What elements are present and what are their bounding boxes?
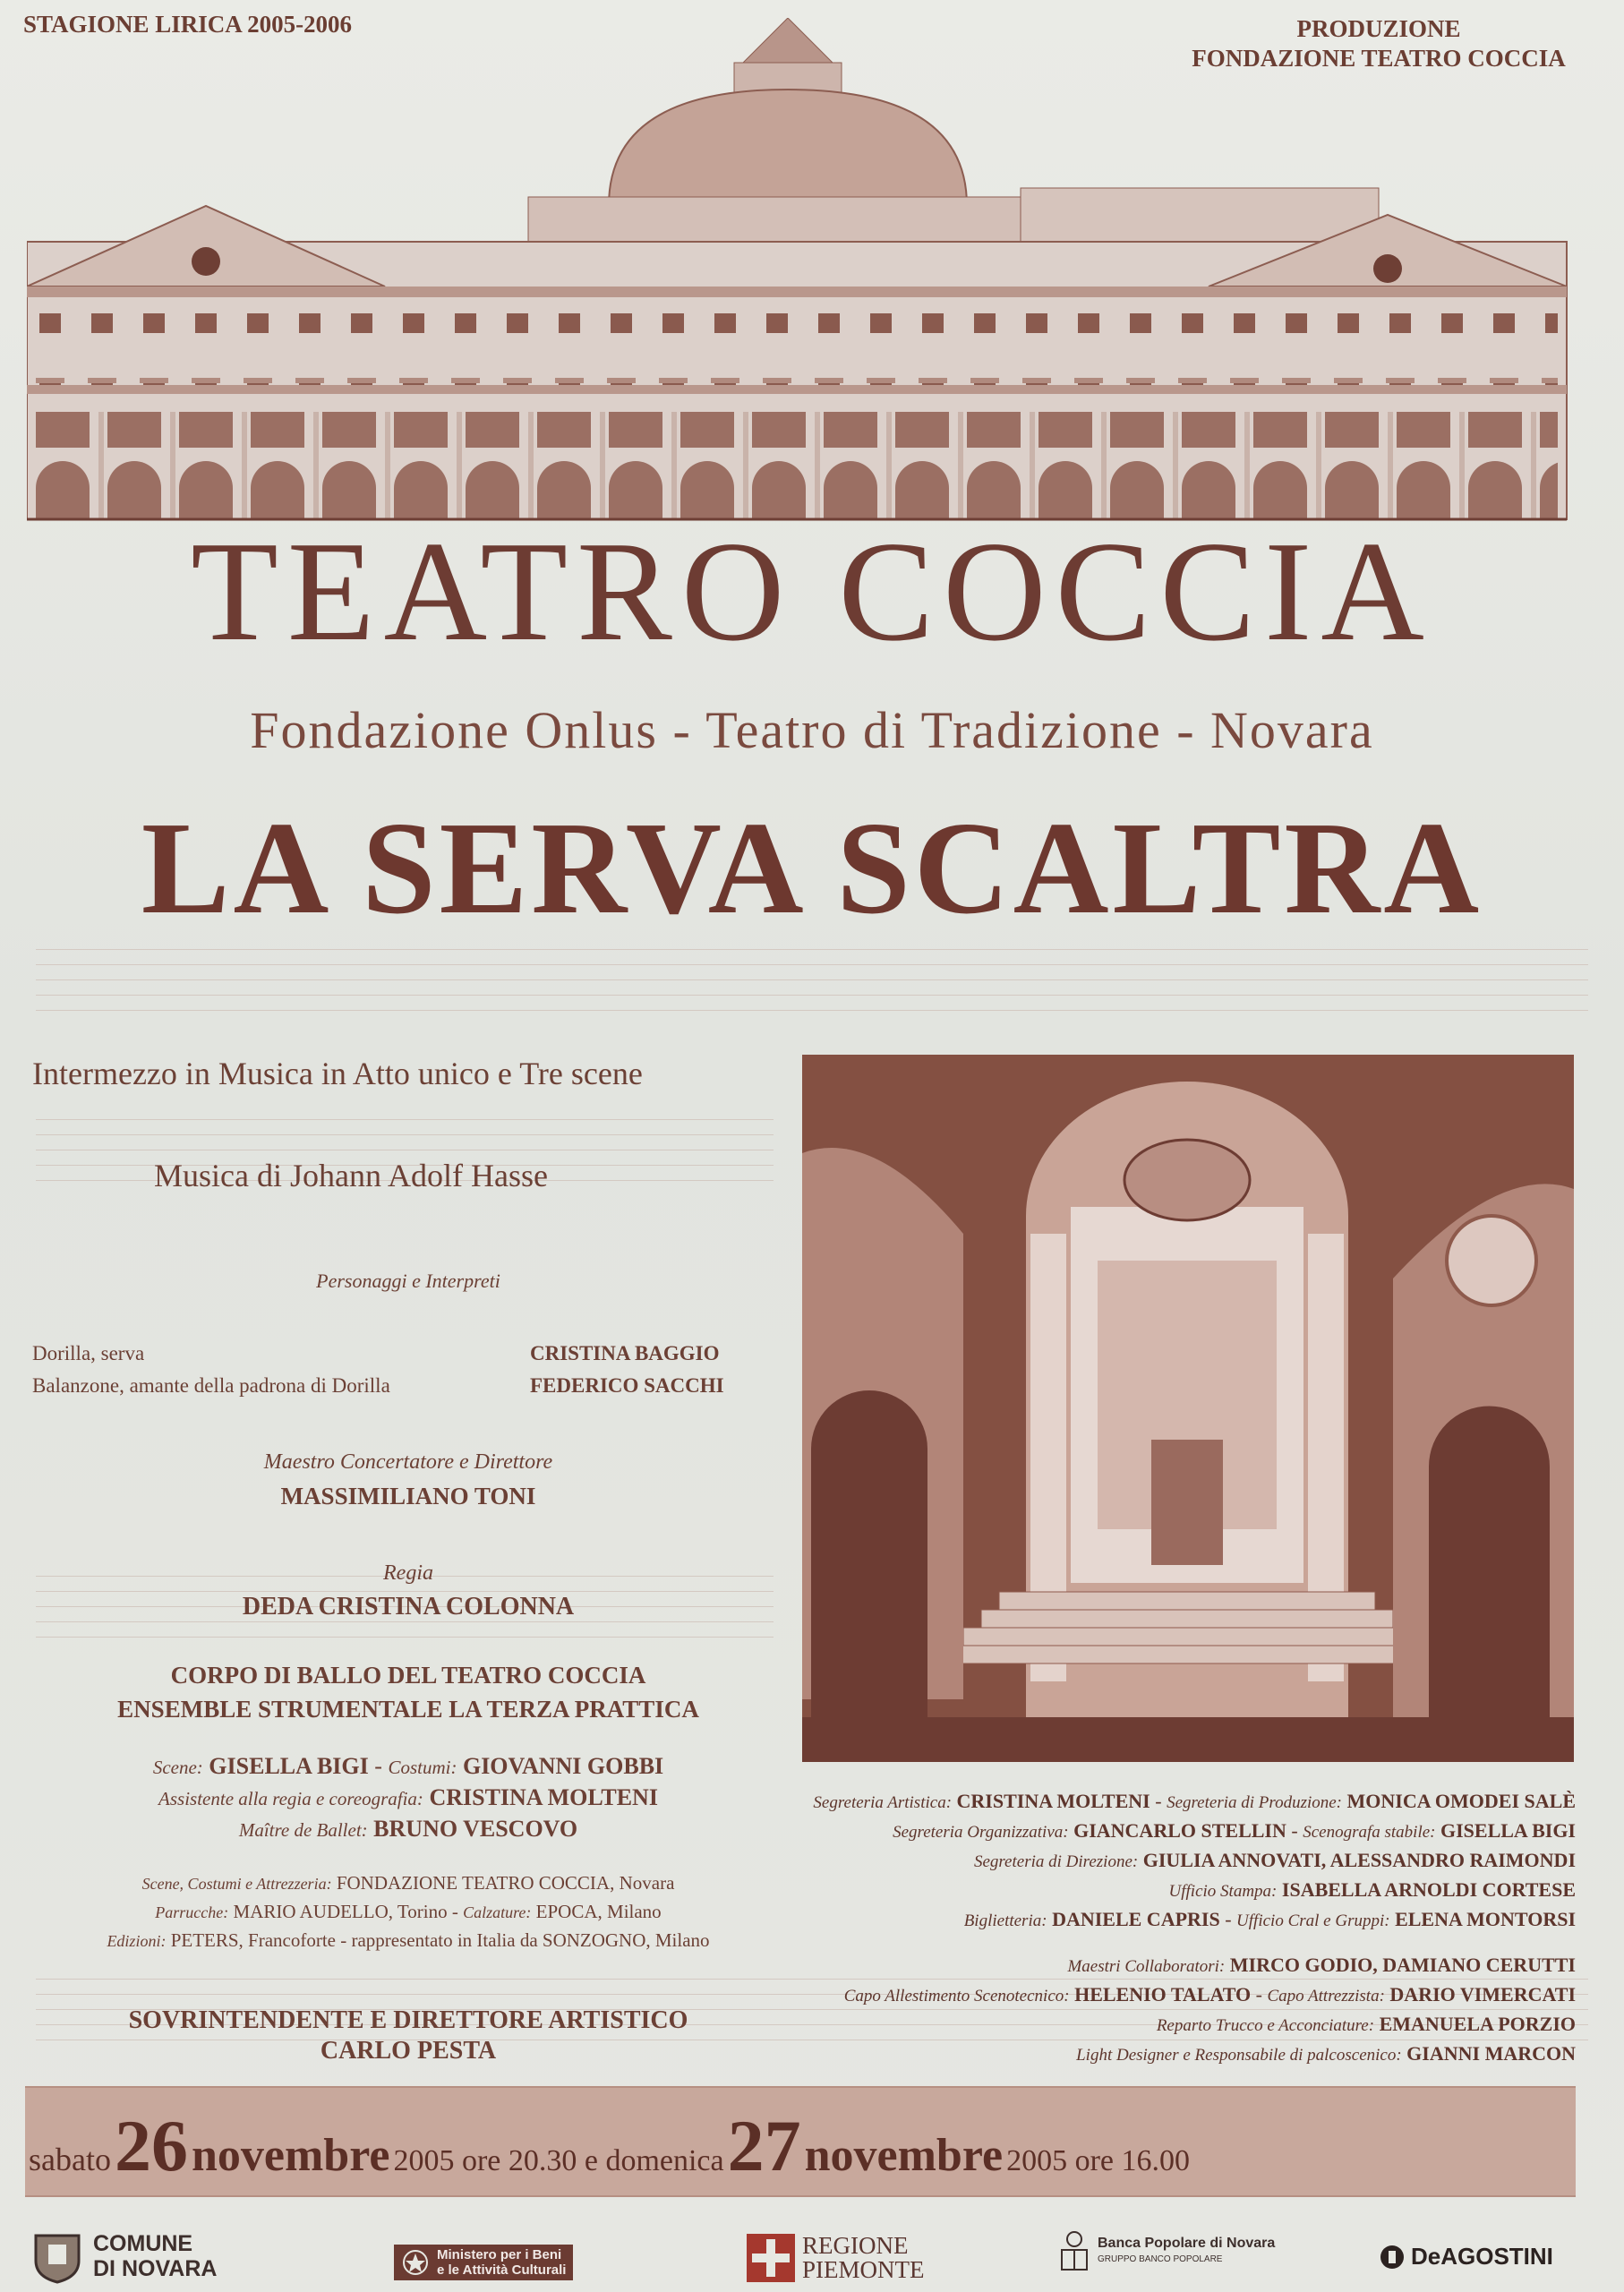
tech-label: Scene, Costumi e Attrezzeria: [141,1875,332,1893]
cast-row [32,1338,784,1370]
production-label: PRODUZIONE [1296,15,1461,42]
wigs-value: MARIO AUDELLO, Torino [233,1901,448,1922]
technical-credits [32,1869,784,1955]
staff-label: Scenografa stabile: [1303,1823,1436,1842]
staff-line: Segreteria Artistica: CRISTINA MOLTENI - Segreteria di Produzione: MONICA OMODEI SALÈ [813,1790,1576,1812]
performance-dates-band [25,2086,1576,2197]
staff-value: DANIELE CAPRIS [1052,1908,1220,1930]
cast-performer: FEDERICO SACCHI [530,1374,724,1397]
theatre-name: TEATRO COCCIA [191,511,1433,671]
ballet-company: CORPO DI BALLO DEL TEATRO COCCIA [170,1662,646,1689]
director-label: Regia [383,1561,433,1585]
bank-text [1098,2236,1275,2268]
staff-label: Segreteria di Produzione: [1167,1793,1343,1812]
assistant-line [32,1783,784,1814]
staff-credits [797,1787,1576,2069]
bank-line-1: Banca Popolare di Novara [1098,2236,1276,2251]
cast-heading: Personaggi e Interpreti [316,1270,500,1292]
staff-value: MONICA OMODEI SALÈ [1346,1790,1576,1812]
deagostini-mark-icon [1379,2244,1406,2271]
ministry-emblem-icon [401,2248,430,2277]
deagostini-text: DeAGOSTINI [1411,2243,1553,2270]
day1-name: sabato [29,2142,111,2177]
theatre-facade-illustration [27,18,1576,528]
staff-line [797,1846,1576,1876]
staff-label: Light Designer e Responsabile di palcoscenico: [1076,2046,1402,2065]
wigs-label: Parrucche: [155,1903,229,1921]
staff-label: Ufficio Cral e Gruppi: [1236,1911,1390,1930]
regione-piemonte-logo [747,2234,925,2282]
day2-details: 2005 ore 16.00 [1006,2144,1190,2177]
scene-costume-line: Scene: GISELLA BIGI - Costumi: GIOVANNI GOBBI [152,1753,664,1779]
staff-label: Segreteria Artistica: [813,1793,953,1812]
staff-value: DARIO VIMERCATI [1389,1983,1576,2006]
staff-value: ISABELLA ARNOLDI CORTESE [1281,1878,1576,1901]
comune-line-1: COMUNE [93,2231,193,2256]
director-block [32,1556,784,1624]
tech-value: FONDAZIONE TEATRO COCCIA, Novara [336,1872,675,1894]
staff-label: Ufficio Stampa: [1168,1882,1278,1901]
season-label: STAGIONE LIRICA 2005-2006 [23,11,353,38]
comune-text [93,2231,217,2281]
ensembles-block [32,1658,784,1726]
scene-label: Scene: [152,1757,203,1778]
comune-line-2: DI NOVARA [93,2256,218,2281]
sponsor-logos [0,2225,1624,2292]
staff-line [797,2010,1576,2040]
cast-role: Balanzone, amante della padrona di Dorilla [32,1374,390,1397]
stage-set-illustration [802,1055,1574,1762]
comune-novara-logo [32,2228,217,2284]
editions-label: Edizioni: [107,1932,167,1950]
production-name: FONDAZIONE TEATRO COCCIA [1192,45,1566,72]
shoes-value: EPOCA, Milano [535,1901,662,1922]
cast-role: Dorilla, serva [32,1342,145,1364]
director-name: DEDA CRISTINA COLONNA [242,1593,575,1621]
ballet-master-name: BRUNO VESCOVO [373,1816,578,1842]
music-staff-decoration [36,949,1588,1021]
staff-value: EMANUELA PORZIO [1379,2013,1576,2035]
staff-label: Segreteria Organizzativa: [893,1823,1069,1842]
instrumental-ensemble: ENSEMBLE STRUMENTALE LA TERZA PRATTICA [117,1696,699,1723]
staff-line: Capo Allestimento Scenotecnico: HELENIO TALATO - Capo Attrezzista: DARIO VIMERCATI [843,1983,1576,2006]
superintendent-label: SOVRINTENDENTE E DIRETTORE ARTISTICO [128,2006,688,2034]
staff-value: ELENA MONTORSI [1395,1908,1576,1930]
regione-text [802,2234,925,2282]
assistant-label: Assistente alla regia e coreografia: [158,1788,423,1809]
staff-value: GIULIA ANNOVATI, ALESSANDRO RAIMONDI [1142,1849,1576,1871]
regione-shield-icon [747,2234,795,2282]
staff-label: Segreteria di Direzione: [973,1852,1139,1871]
composer-line: Musica di Johann Adolf Hasse [154,1158,548,1193]
staff-value: GIANNI MARCON [1406,2042,1576,2065]
staff-value: GISELLA BIGI [1440,1819,1576,1842]
theatre-subtitle: Fondazione Onlus - Teatro di Tradizione - Novara [250,701,1374,759]
staff-label: Capo Attrezzista: [1267,1987,1385,2006]
conductor-name: MASSIMILIANO TONI [280,1483,536,1509]
staff-value: CRISTINA MOLTENI [956,1790,1150,1812]
bank-line-2: GRUPPO BANCO POPOLARE [1098,2254,1223,2264]
staff-label: Maestri Collaboratori: [1067,1957,1226,1976]
assistant-name: CRISTINA MOLTENI [429,1784,658,1810]
staff-label: Reparto Trucco e Acconciature: [1156,2016,1375,2035]
conductor-label: Maestro Concertatore e Direttore [263,1450,553,1474]
staff-value: MIRCO GODIO, DAMIANO CERUTTI [1229,1954,1576,1976]
cast-performer: CRISTINA BAGGIO [530,1342,720,1364]
genre-line: Intermezzo in Musica in Atto unico e Tre scene [32,1056,643,1091]
day2-number: 27 [727,2105,801,2186]
staff-line: Segreteria Organizzativa: GIANCARLO STELLIN - Scenografa stabile: GISELLA BIGI [893,1819,1576,1842]
conductor-block [32,1445,784,1513]
staff-line [797,1876,1576,1905]
ministero-text [437,2247,566,2278]
staff-line [797,2040,1576,2069]
banca-popolare-logo [1056,2230,1275,2273]
city-crest-icon [32,2228,82,2284]
day1-number: 26 [114,2105,188,2186]
costumes-label: Costumi: [388,1757,457,1778]
staff-label: Capo Allestimento Scenotecnico: [843,1987,1070,2006]
editions-value: PETERS, Francoforte - rappresentato in Italia da SONZOGNO, Milano [170,1929,710,1951]
ballet-master-line [32,1814,784,1845]
cast-row [32,1370,784,1402]
ministero-line-1: Ministero per i Beni [437,2247,562,2262]
staff-value: HELENIO TALATO [1074,1983,1252,2006]
day2-month: novembre [804,2130,1004,2181]
wigs-shoes-line: Parrucche: MARIO AUDELLO, Torino - Calzature: EPOCA, Milano [155,1901,662,1922]
regione-line-2: PIEMONTE [802,2256,925,2283]
superintendent-name: CARLO PESTA [320,2037,497,2065]
day1-month: novembre [191,2130,390,2181]
deagostini-logo [1379,2243,1553,2271]
staff-line: Biglietteria: DANIELE CAPRIS - Ufficio Cral e Gruppi: ELENA MONTORSI [963,1908,1576,1930]
shoes-label: Calzature: [463,1903,532,1921]
ministero-line-2: e le Attività Culturali [437,2262,567,2278]
technical-line [32,1869,784,1898]
dates-line [29,2104,1190,2188]
costumes-name: GIOVANNI GOBBI [462,1753,664,1779]
scene-name: GISELLA BIGI [209,1753,369,1779]
superintendent-block [32,2006,784,2066]
regione-line-1: REGIONE [802,2232,909,2259]
bank-emblem-icon [1056,2230,1092,2273]
staff-label: Biglietteria: [963,1911,1047,1930]
staff-line [797,1951,1576,1980]
ministero-logo [394,2245,573,2280]
opera-title: LA SERVA SCALTRA [141,795,1483,942]
day1-details: 2005 ore 20.30 e domenica [393,2144,724,2177]
editions-line [32,1927,784,1955]
ballet-master-label: Maître de Ballet: [238,1819,368,1841]
cast-list [32,1338,784,1402]
staff-value: GIANCARLO STELLIN [1073,1819,1286,1842]
design-credits [32,1751,784,1845]
